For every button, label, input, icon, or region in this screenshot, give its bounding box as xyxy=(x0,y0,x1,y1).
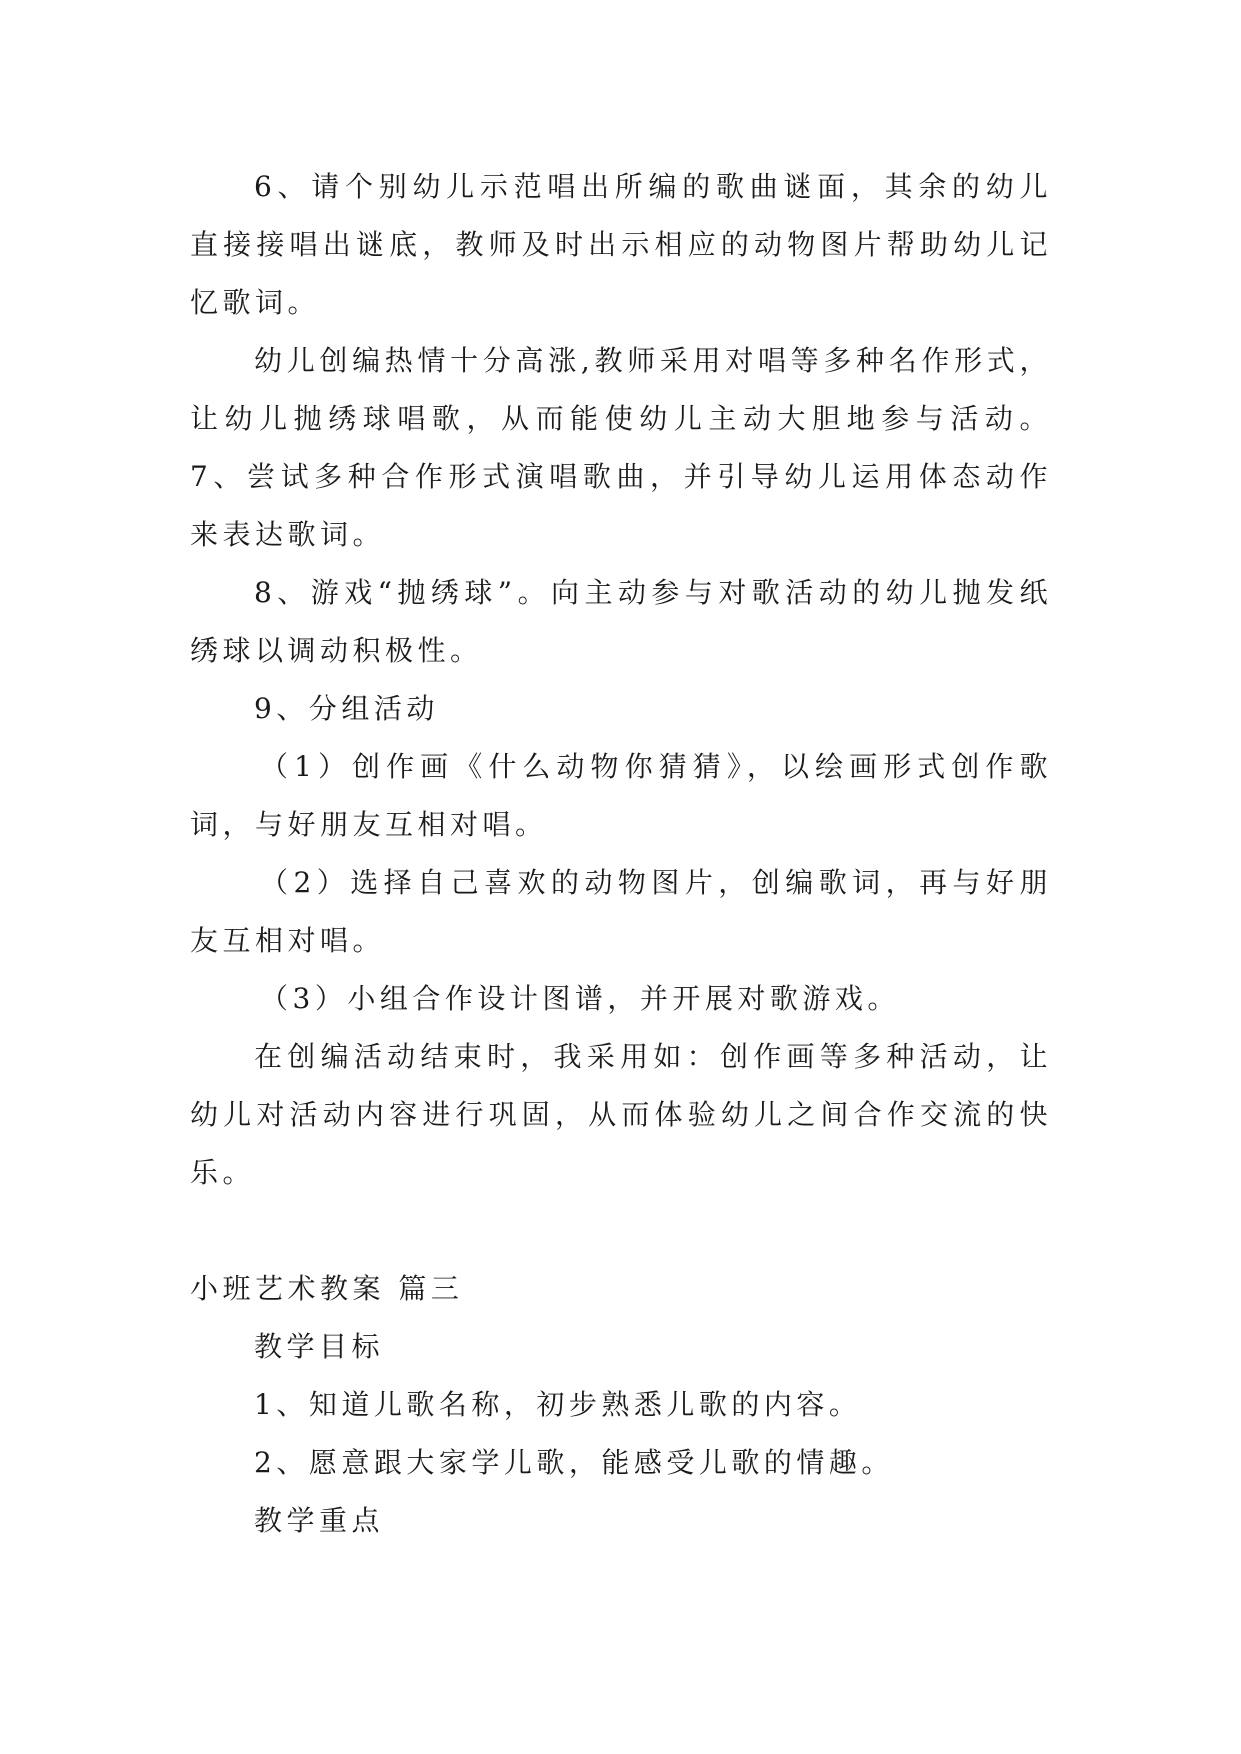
section-spacer xyxy=(190,1202,1052,1260)
paragraph-sub-3: （3）小组合作设计图谱，并开展对歌游戏。 xyxy=(260,982,900,1015)
paragraph-step-6: 6、请个别幼儿示范唱出所编的歌曲谜面，其余的幼儿直接接唱出谜底，教师及时出示相应的动物图片帮助幼儿记忆歌词。 xyxy=(190,170,1052,319)
goal-item-1: 1、知道儿歌名称，初步熟悉儿歌的内容。 xyxy=(254,1388,862,1421)
heading-teaching-goals: 教学目标 xyxy=(254,1330,385,1363)
paragraph-sub-1: （1）创作画《什么动物你猜猜》，以绘画形式创作歌词，与好朋友互相对唱。 xyxy=(190,750,1052,841)
section-title: 小班艺术教案 篇三 xyxy=(190,1272,464,1305)
paragraph-creation-enthusiasm: 幼儿创编热情十分高涨,教师采用对唱等多种名作形式，让幼儿抛绣球唱歌，从而能使幼儿主动大胆地参与活动。7、尝试多种合作形式演唱歌曲，并引导幼儿运用体态动作来表达歌词。 xyxy=(190,344,1052,551)
heading-teaching-focus: 教学重点 xyxy=(254,1504,385,1537)
paragraph-conclusion: 在创编活动结束时，我采用如：创作画等多种活动，让幼儿对活动内容进行巩固，从而体验幼儿之间合作交流的快乐。 xyxy=(190,1040,1052,1189)
document-body xyxy=(190,158,1052,1550)
goal-item-2: 2、愿意跟大家学儿歌，能感受儿歌的情趣。 xyxy=(254,1446,894,1479)
paragraph-step-8: 8、游戏“抛绣球”。向主动参与对歌活动的幼儿抛发纸绣球以调动积极性。 xyxy=(190,576,1052,667)
paragraph-step-9: 9、分组活动 xyxy=(254,692,439,725)
paragraph-sub-2: （2）选择自己喜欢的动物图片，创编歌词，再与好朋友互相对唱。 xyxy=(190,866,1052,957)
